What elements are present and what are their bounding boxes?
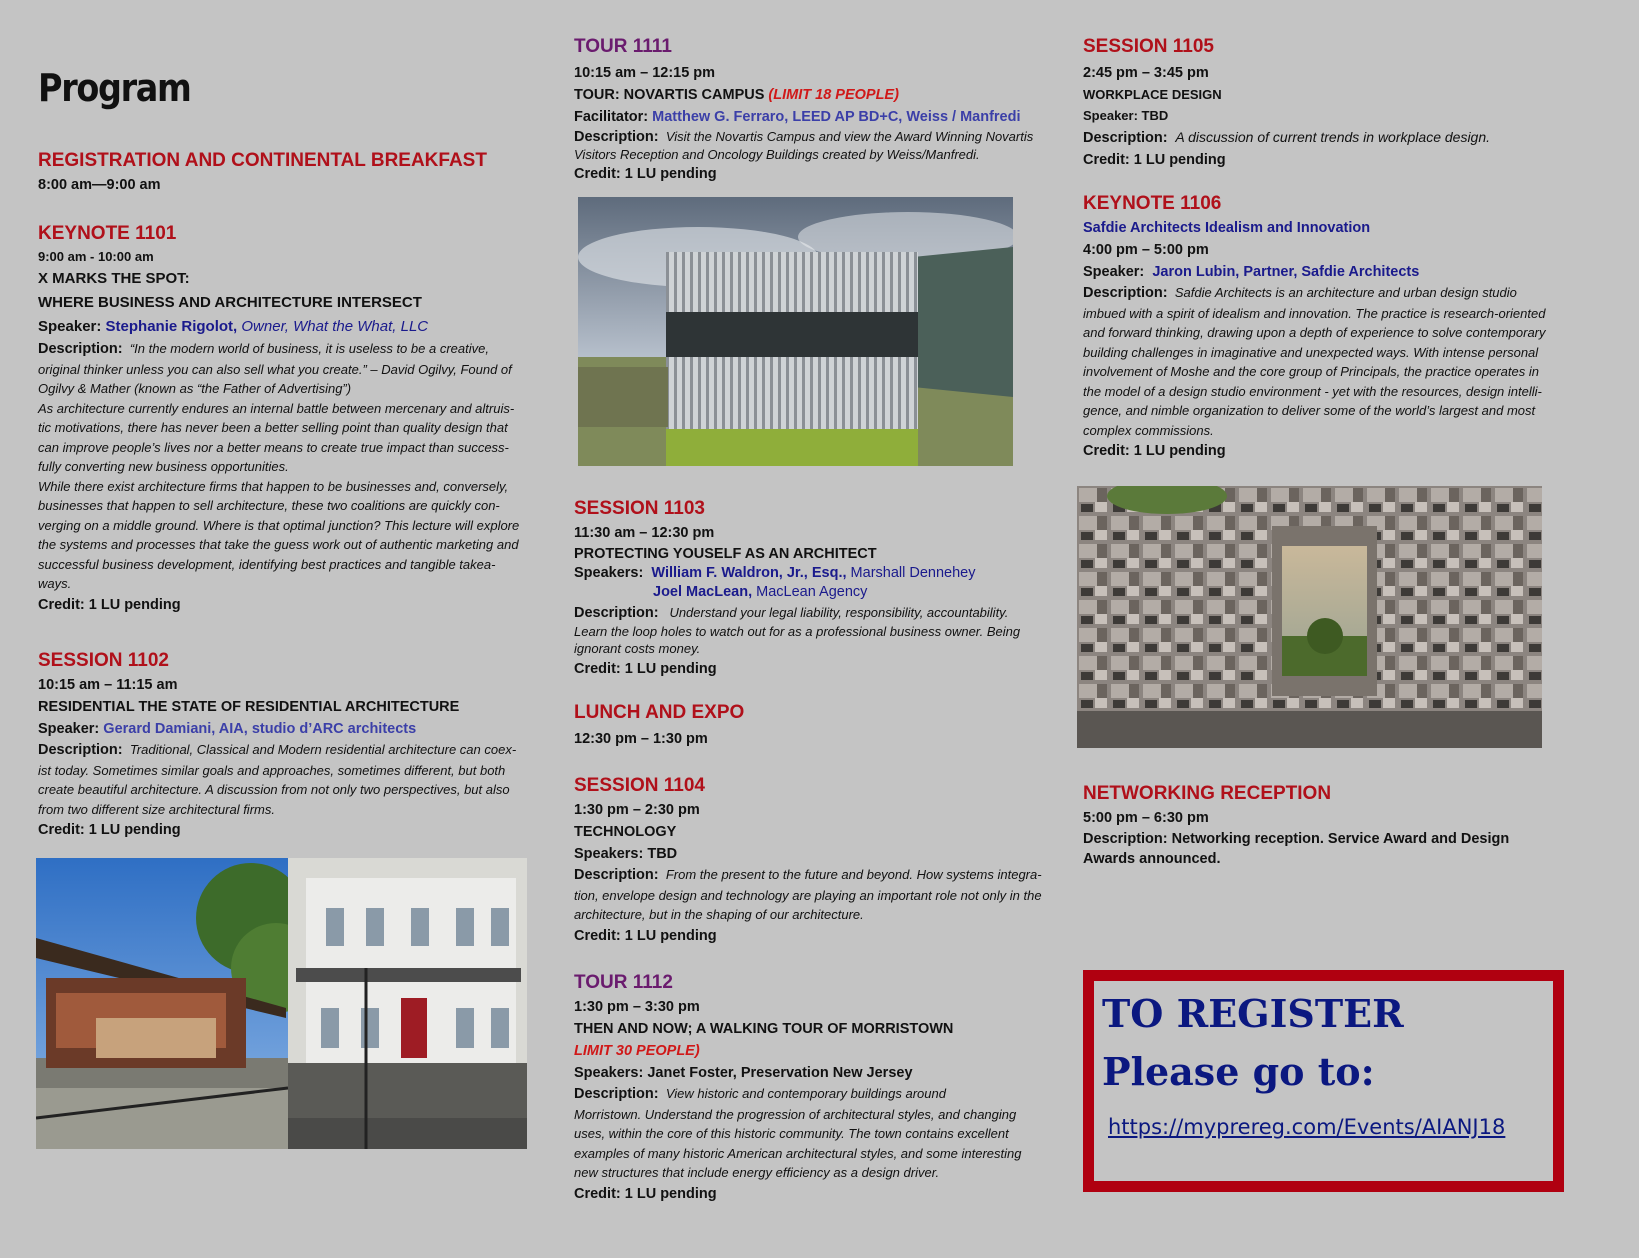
session-description: Description: Visit the Novartis Campus and view the Award Winning Novartis Visitors Reception and Oncology Buildings created by Weiss/Manfredi. [574, 129, 1034, 162]
description-label: Description: [1083, 130, 1168, 146]
description-label: Description: [38, 742, 123, 758]
session-credit: Credit: 1 LU pending [38, 596, 181, 613]
session-1103-section [574, 498, 1084, 680]
section-heading: SESSION 1105 [1083, 36, 1214, 57]
networking-reception-section [1083, 783, 1603, 869]
section-time: 9:00 am - 10:00 am [38, 249, 154, 264]
session-speakers: Speakers: TBD [574, 846, 678, 862]
session-credit: Credit: 1 LU pending [574, 166, 717, 182]
section-time: 11:30 am – 12:30 pm [574, 525, 715, 541]
register-subheading: Please go to: [1102, 1049, 1375, 1094]
session-description: Description: Safdie Architects is an architecture and urban design studio imbued with a spirit of idealism and innovation. The practice is research-oriented and forward thinking, drawing upon a depth of experience to solve contemporary building challenges in imaginative and unexpected ways. With intense personal involvement of Moshe and the core group of Principals, the practice operates in the model of a design studio environment - yet with the resources, design intelli- gence, and nimble organization to deliver some of the world’s largest and most complex commissions. [1083, 285, 1546, 438]
capacity-limit: LIMIT 30 PEOPLE) [574, 1043, 700, 1059]
tour-1111-section [574, 36, 1084, 185]
session-description: Description: View historic and contemporary buildings around Morristown. Understand the progression of architectural styles, and changing uses, within the core of this historic community. The town contains excellent examples of many historic American architectural styles, and some interesting new structures that include energy efficiency as a design driver. [574, 1086, 1022, 1180]
section-time: 1:30 pm – 3:30 pm [574, 999, 700, 1015]
speaker-name: Joel MacLean, [653, 584, 753, 600]
section-time: 2:45 pm – 3:45 pm [1083, 65, 1209, 81]
registration-breakfast-section [38, 150, 548, 196]
speaker-org: Marshall Dennehey [850, 565, 976, 581]
keynote-1101-section [38, 223, 548, 616]
session-description: Description: Understand your legal liability, responsibility, accountability. Learn the loop holes to watch out for as a professional business owner. Being ignorant costs money. [574, 605, 1021, 656]
section-heading: TOUR 1112 [574, 972, 673, 993]
speaker-label: Speaker: [1083, 264, 1145, 280]
section-time: 1:30 pm – 2:30 pm [574, 802, 700, 818]
session-description: Description: From the present to the future and beyond. How systems integra- tion, envelope design and technology are playing an important role not only in the architecture, but in the shaping of our architecture. [574, 867, 1042, 922]
speaker-label: Speaker: [38, 318, 102, 335]
session-title: TOUR: NOVARTIS CAMPUS [574, 87, 769, 103]
session-description-cont: Awards announced. [1083, 851, 1221, 867]
section-heading: TOUR 1111 [574, 36, 672, 57]
section-time: 10:15 am – 12:15 pm [574, 65, 716, 81]
description-label: Description: [574, 867, 659, 883]
session-title: WHERE BUSINESS AND ARCHITECTURE INTERSECT [38, 294, 422, 311]
speaker-org: MacLean Agency [756, 584, 868, 600]
keynote-1106-section [1083, 193, 1603, 462]
section-heading: SESSION 1103 [574, 498, 705, 519]
session-speakers: Speakers: Janet Foster, Preservation New Jersey [574, 1065, 913, 1081]
speaker-name: Jaron Lubin, Partner, Safdie Architects [1152, 264, 1420, 280]
session-title: PROTECTING YOUSELF AS AN ARCHITECT [574, 546, 877, 562]
speaker-name: Stephanie Rigolot, [105, 318, 238, 335]
section-heading: SESSION 1102 [38, 650, 169, 671]
session-speaker: Speaker: TBD [1083, 108, 1169, 123]
session-description: A discussion of current trends in workplace design. [1175, 129, 1491, 145]
section-heading: LUNCH AND EXPO [574, 702, 745, 723]
session-title: THEN AND NOW; A WALKING TOUR OF MORRISTOWN [574, 1021, 954, 1037]
session-credit: Credit: 1 LU pending [574, 927, 717, 944]
description-label: Description: [574, 129, 659, 145]
session-title: RESIDENTIAL THE STATE OF RESIDENTIAL ARCHITECTURE [38, 699, 460, 715]
session-1105-section [1083, 36, 1603, 171]
section-heading: KEYNOTE 1101 [38, 223, 177, 244]
session-credit: Credit: 1 LU pending [1083, 443, 1226, 459]
session-1102-section [38, 650, 548, 841]
session-description: Description: Traditional, Classical and Modern residential architecture can coex- ist today. Sometimes similar goals and approaches, sometimes different, but both create beautiful architecture. A discussion from not only two perspectives, but also from two different size architectural firms. [38, 742, 517, 817]
speaker-name: Gerard Damiani, AIA, studio d’ARC architects [103, 721, 417, 737]
section-time: 5:00 pm – 6:30 pm [1083, 810, 1209, 826]
section-time: 8:00 am—9:00 am [38, 177, 161, 193]
section-time: 10:15 am – 11:15 am [38, 677, 178, 693]
session-credit: Credit: 1 LU pending [38, 822, 181, 838]
section-time: 4:00 pm – 5:00 pm [1083, 242, 1209, 258]
section-time: 12:30 pm – 1:30 pm [574, 731, 708, 747]
lunch-expo-section [574, 702, 1084, 750]
session-subtitle: Safdie Architects Idealism and Innovation [1083, 220, 1371, 236]
page-title: Program [38, 66, 191, 110]
description-label: Description: [574, 605, 659, 621]
facilitator-label: Facilitator: [574, 109, 649, 125]
description-label: Description: [1083, 285, 1168, 301]
capacity-limit: (LIMIT 18 PEOPLE) [768, 87, 899, 103]
speaker-role: Owner, What the What, LLC [241, 318, 429, 335]
speakers-label: Speakers: [574, 565, 644, 581]
tour-1112-section [574, 972, 1084, 1205]
description-label: Description: [38, 341, 123, 357]
session-1104-section [574, 775, 1084, 947]
description-label: Description: [574, 1086, 659, 1102]
safdie-architecture-photo [1077, 486, 1542, 748]
section-heading: NETWORKING RECEPTION [1083, 783, 1332, 804]
speaker-name: William F. Waldron, Jr., Esq., [651, 565, 847, 581]
registration-link[interactable]: https://myprereg.com/Events/AIANJ18 [1108, 1115, 1506, 1139]
section-heading: SESSION 1104 [574, 775, 705, 796]
session-credit: Credit: 1 LU pending [574, 1185, 717, 1202]
speaker-label: Speaker: [38, 721, 100, 737]
residential-architecture-photo [36, 858, 527, 1149]
facilitator-name: Matthew G. Ferraro, LEED AP BD+C, Weiss / Manfredi [652, 109, 1021, 125]
session-description: Description: “In the modern world of business, it is useless to be a creative, original thinker unless you can also sell what you create.” – David Ogilvy, Found of Ogilvy & Mather (known as “the Father of Advertising”) As architecture currently endures an internal battle between mercenary and altruis- tic motivations, there has never been a better selling point than quality design that can improve people’s lives nor a better means to create true impact than success- fully converting new business opportunities. While there exist architecture firms that happen to be businesses and, conversely, businesses that happen to sell architecture, these two coalitions are quickly con- verging on a middle ground. Where is that optimal junction? This lecture will explore the systems and processes that take the guess work out of authentic marketing and successful business development, identifying best practices and tangible takea- ways. [38, 341, 520, 591]
section-heading: KEYNOTE 1106 [1083, 193, 1222, 214]
session-credit: Credit: 1 LU pending [1083, 152, 1226, 168]
section-heading: REGISTRATION AND CONTINENTAL BREAKFAST [38, 150, 487, 171]
session-title: X MARKS THE SPOT: [38, 270, 190, 287]
session-description: Description: Networking reception. Service Award and Design [1083, 831, 1510, 847]
register-box [1083, 970, 1564, 1192]
register-heading: TO REGISTER [1102, 991, 1404, 1036]
session-credit: Credit: 1 LU pending [574, 660, 717, 677]
session-title: WORKPLACE DESIGN [1083, 87, 1222, 102]
session-title: TECHNOLOGY [574, 824, 677, 840]
novartis-campus-photo [578, 197, 1013, 466]
